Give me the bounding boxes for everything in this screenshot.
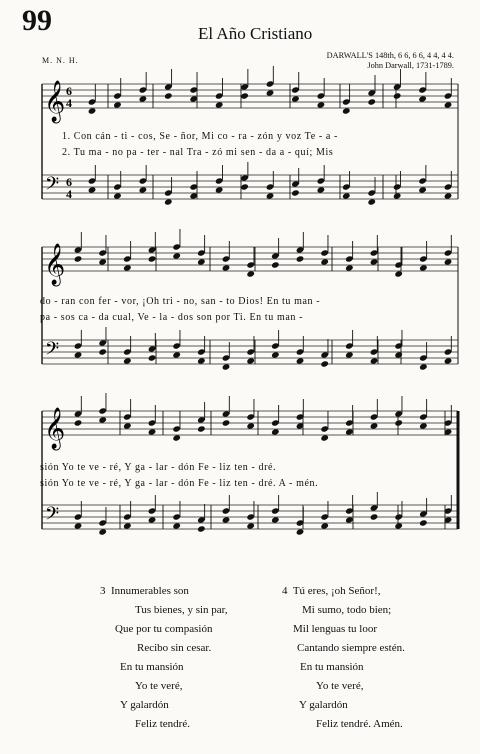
note-head — [148, 516, 157, 523]
note-head — [271, 516, 280, 523]
note-head — [266, 89, 275, 96]
note-head — [164, 92, 173, 99]
note-head — [123, 422, 132, 429]
note-head — [342, 192, 351, 199]
note-head — [444, 258, 453, 265]
note-head — [342, 107, 351, 114]
note-head — [139, 186, 148, 193]
hymn-attribution: M. N. H. — [42, 56, 79, 65]
note-head — [370, 258, 379, 265]
note-head — [222, 363, 231, 370]
note-head — [394, 270, 403, 277]
stanza-3-line-3: Que por tu compasión — [115, 623, 213, 635]
note-head — [296, 528, 305, 535]
stanza-3-line-6: Yo te veré, — [135, 680, 183, 692]
note-head — [320, 360, 329, 367]
stanza-4-line-4: Cantando siempre estén. — [297, 642, 405, 654]
time-signature: 6 — [66, 84, 72, 98]
stanza-3-number: 3 — [100, 585, 106, 597]
note-head — [296, 357, 305, 364]
note-head — [394, 351, 403, 358]
note-head — [148, 428, 157, 435]
stanza-4-number: 4 — [282, 585, 288, 597]
note-head — [370, 357, 379, 364]
note-head — [215, 101, 224, 108]
note-head — [172, 252, 181, 259]
stanza-3-line-4: Recibo sin cesar. — [137, 642, 212, 654]
note-head — [98, 416, 107, 423]
note-head — [246, 270, 255, 277]
note-head — [74, 255, 83, 262]
note-head — [419, 519, 428, 526]
note-head — [418, 95, 427, 102]
note-head — [240, 92, 249, 99]
note-head — [271, 428, 280, 435]
bass-clef: 𝄢 — [45, 174, 60, 199]
note-head — [123, 264, 132, 271]
note-head — [222, 419, 231, 426]
lyric-s2-v2: pa - sos ca - da cual, Ve - la - dos son por Ti. En tu man - — [40, 312, 304, 323]
note-head — [394, 522, 403, 529]
note-head — [291, 95, 300, 102]
treble-clef: 𝄞 — [44, 408, 66, 449]
page-number: 99 — [22, 4, 52, 37]
note-head — [345, 351, 354, 358]
note-head — [370, 513, 379, 520]
note-head — [113, 101, 122, 108]
stanza-3-line-5: En tu mansión — [120, 661, 184, 673]
note-head — [393, 92, 402, 99]
page-title: El Año Cristiano — [198, 24, 313, 43]
note-head — [74, 419, 83, 426]
treble-clef: 𝄞 — [44, 244, 66, 285]
lyric-s3-v2: sión Yo te ve - ré, Y ga - lar - dón Fe - liz ten - dré. A - mén. — [40, 478, 319, 489]
note-head — [320, 522, 329, 529]
note-head — [215, 186, 224, 193]
note-head — [222, 264, 231, 271]
note-head — [266, 192, 275, 199]
note-head — [296, 255, 305, 262]
stanza-4-line-1: Tú eres, ¡oh Señor!, — [292, 585, 381, 597]
note-head — [172, 522, 181, 529]
note-head — [74, 351, 83, 358]
note-head — [113, 192, 122, 199]
stanza-4-line-8: Feliz tendré. Amén. — [316, 718, 403, 730]
stanza-4-line-2: Mi sumo, todo bien; — [302, 604, 392, 616]
note-head — [419, 264, 428, 271]
time-signature: 4 — [66, 96, 72, 110]
note-head — [172, 434, 181, 441]
note-head — [222, 516, 231, 523]
note-head — [370, 422, 379, 429]
note-head — [74, 522, 83, 529]
note-head — [88, 186, 97, 193]
note-head — [197, 258, 206, 265]
stanza-4-line-6: Yo te veré, — [316, 680, 364, 692]
lyric-s1-v1: 1. Con cán - ti - cos, Se - ñor, Mi co - ra - zón y voz Te - a - — [62, 131, 338, 142]
note-head — [98, 528, 107, 535]
note-head — [394, 419, 403, 426]
note-head — [88, 107, 97, 114]
note-head — [444, 101, 453, 108]
stanza-4-line-5: En tu mansión — [300, 661, 364, 673]
bass-clef: 𝄢 — [45, 339, 60, 364]
stanza-4-line-7: Y galardón — [299, 699, 348, 711]
lyric-s1-v2: 2. Tu ma - no pa - ter - nal Tra - zó mi sen - da a - quí; Mis — [62, 147, 334, 158]
note-head — [197, 357, 206, 364]
note-head — [367, 198, 376, 205]
lyric-s3-v1: sión Yo te ve - ré, Y ga - lar - dón Fe - liz ten - dré. — [40, 462, 277, 473]
note-head — [98, 348, 107, 355]
note-head — [444, 192, 453, 199]
note-head — [320, 434, 329, 441]
note-head — [444, 357, 453, 364]
stanza-3-line-2: Tus bienes, y sin par, — [135, 604, 228, 616]
stanza-4-line-3: Mil lenguas tu loor — [293, 623, 378, 635]
bass-clef: 𝄢 — [45, 504, 60, 529]
note-head — [164, 198, 173, 205]
note-head — [246, 522, 255, 529]
note-head — [271, 351, 280, 358]
note-head — [123, 357, 132, 364]
note-head — [123, 522, 132, 529]
time-signature: 4 — [66, 187, 72, 201]
lyric-s2-v1: do - ran con fer - vor, ¡Oh tri - no, san - to Dios! En tu man - — [40, 296, 321, 307]
note-head — [345, 264, 354, 271]
note-head — [345, 516, 354, 523]
note-head — [393, 192, 402, 199]
note-head — [148, 255, 157, 262]
treble-clef: 𝄞 — [44, 81, 66, 122]
stanza-3-line-1: Innumerables son — [111, 585, 189, 597]
note-head — [197, 525, 206, 532]
note-head — [291, 189, 300, 196]
note-head — [271, 261, 280, 268]
note-head — [197, 425, 206, 432]
note-head — [246, 422, 255, 429]
note-head — [172, 351, 181, 358]
stanza-3-line-8: Feliz tendré. — [135, 718, 190, 730]
note-head — [367, 98, 376, 105]
note-head — [419, 422, 428, 429]
tune-name: DARWALL'S 148th, 6 6, 6 6, 4 4, 4 4. — [326, 51, 454, 60]
note-head — [418, 186, 427, 193]
note-head — [317, 101, 326, 108]
note-head — [240, 183, 249, 190]
note-head — [419, 363, 428, 370]
note-head — [320, 258, 329, 265]
note-head — [246, 357, 255, 364]
note-head — [345, 428, 354, 435]
stanza-3-line-7: Y galardón — [120, 699, 169, 711]
time-signature: 6 — [66, 175, 72, 189]
note-head — [139, 95, 148, 102]
composer: John Darwall, 1731-1789. — [367, 61, 454, 70]
note-head — [98, 258, 107, 265]
note-head — [148, 354, 157, 361]
note-head — [317, 186, 326, 193]
